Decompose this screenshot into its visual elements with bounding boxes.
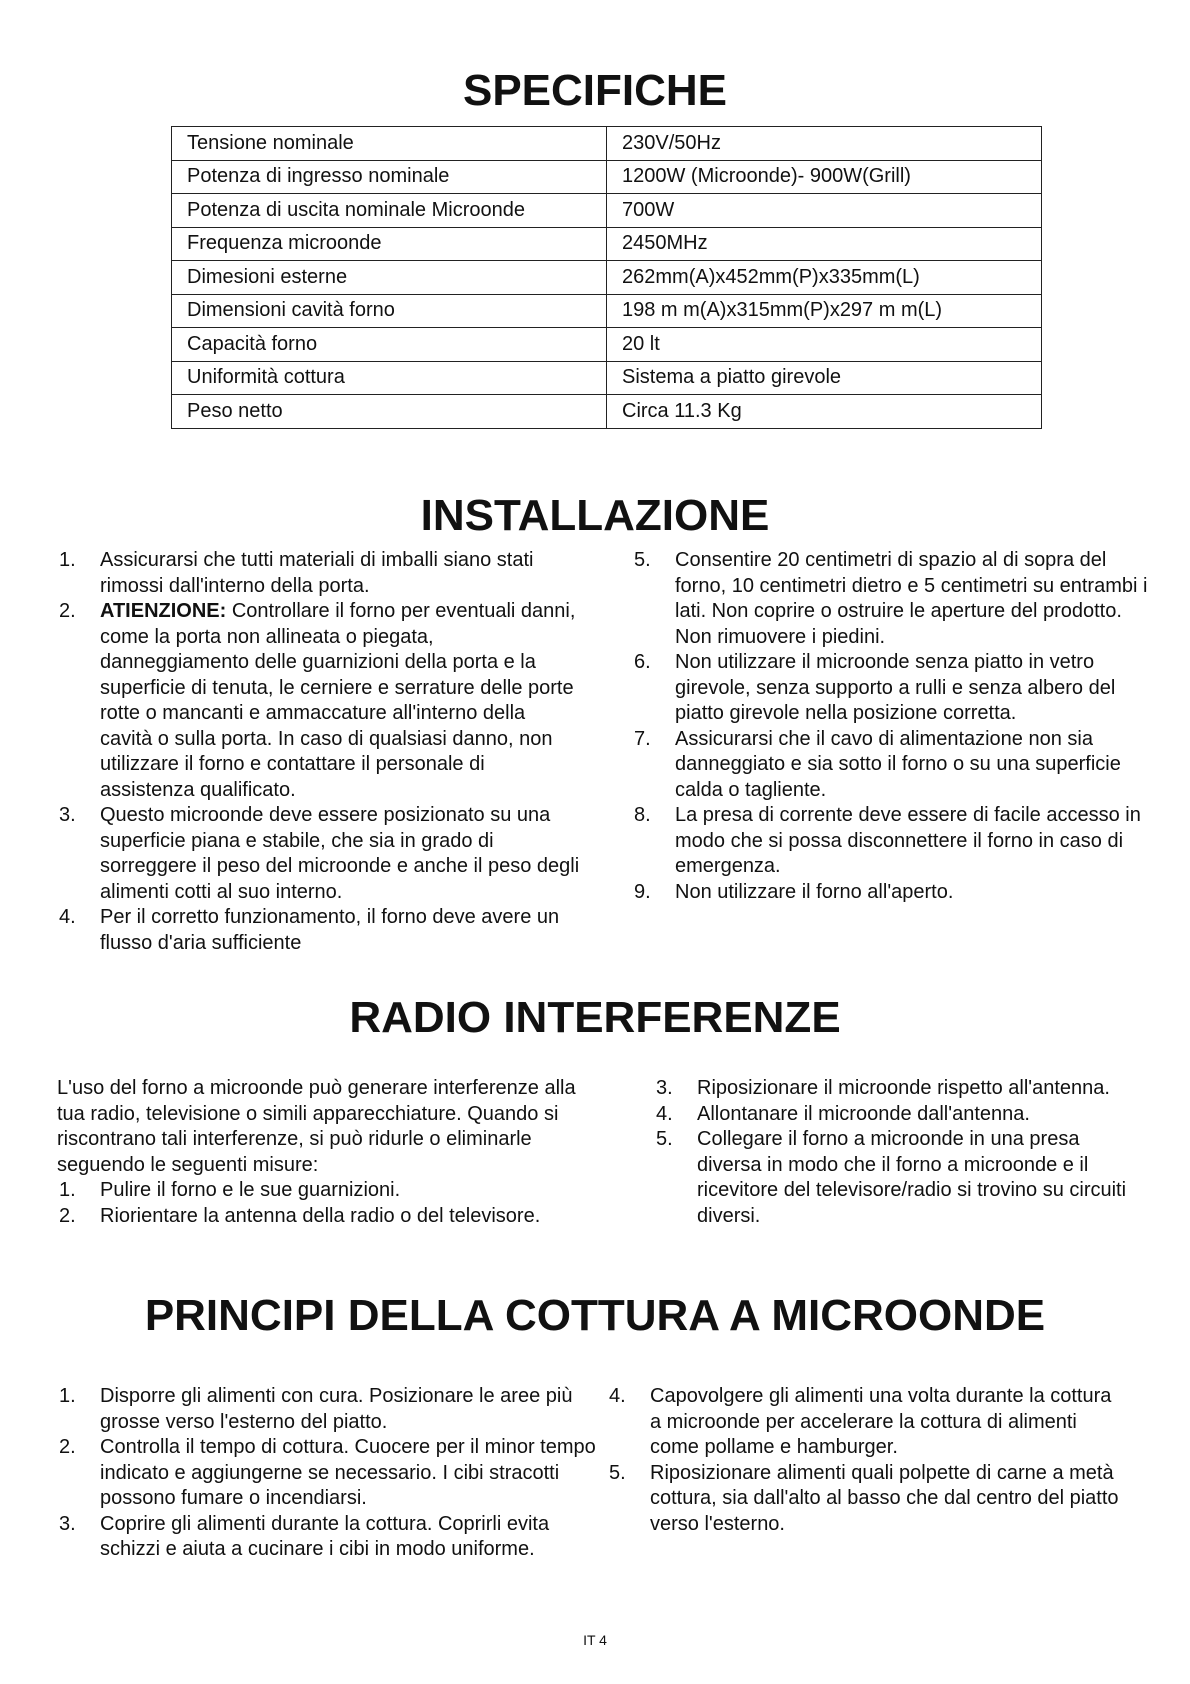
item-text: Non utilizzare il microonde senza piatto in vetro girevole, senza supporto a rulli e senza albero del piatto girevole nella posizione corretta. [675, 651, 1116, 724]
page-number: IT 4 [583, 1632, 607, 1648]
item-text: La presa di corrente deve essere di facile accesso in modo che si possa disconnettere il forno in caso di emergenza. [675, 804, 1141, 877]
spec-label: Uniformità cottura [172, 361, 607, 395]
radio-intro: L'uso del forno a microonde può generare interferenze alla tua radio, televisione o simili apparecchiature. Quando si riscontrano tali interferenze, si può ridurle o eliminarle seguendo le seguenti misure: [57, 1077, 576, 1176]
table-row [172, 160, 1042, 194]
item-text: Collegare il forno a microonde in una presa diversa in modo che il forno a microonde e il ricevitore del televisore/radio si trovino su circuiti diversi. [697, 1128, 1127, 1227]
item-number: 4. [609, 1385, 626, 1407]
radio-right-list [654, 1076, 1144, 1229]
item-number: 3. [59, 804, 76, 826]
list-item [654, 1102, 1144, 1128]
installazione-title: INSTALLAZIONE [420, 491, 770, 540]
spec-label: Potenza di ingresso nominale [172, 160, 607, 194]
table-row [172, 395, 1042, 429]
item-number: 5. [609, 1461, 626, 1484]
item-text: Pulire il forno e le sue guarnizioni. [100, 1179, 401, 1201]
item-text: Coprire gli alimenti durante la cottura. Coprirli evita schizzi e aiuta a cucinare i cibi in modo uniforme. [100, 1512, 550, 1560]
list-item [57, 803, 582, 905]
item-number: 5. [656, 1128, 673, 1150]
item-text: Per il corretto funzionamento, il forno deve avere un flusso d'aria sufficiente [100, 906, 560, 954]
list-item [57, 548, 582, 599]
list-item [654, 1127, 1144, 1229]
list-item [57, 1512, 597, 1563]
spec-value: Sistema a piatto girevole [607, 361, 1042, 395]
list-item [57, 905, 582, 956]
specifiche-title: SPECIFICHE [462, 66, 728, 115]
item-number: 1. [59, 549, 76, 571]
item-number: 2. [59, 1204, 76, 1227]
item-text: Allontanare il microonde dall'antenna. [697, 1102, 1030, 1125]
item-text: Non utilizzare il forno all'aperto. [675, 880, 954, 903]
list-item [632, 803, 1152, 880]
spec-label: Dimensioni cavità forno [172, 294, 607, 328]
item-text: Controllare il forno per eventuali danni, come la porta non allineata o piegata, danneggiamento delle guarnizioni della porta e la superficie di tenuta, le cerniere e serrature delle porte rotte o mancanti e ammaccature all'interno della cavità o sulla porta. In caso di qualsiasi danno, non utilizzare il forno e contattare il personale di assistenza qualificato. [100, 600, 576, 801]
spec-label: Dimesioni esterne [172, 261, 607, 295]
installazione-right-list [632, 548, 1152, 905]
table-row [172, 227, 1042, 261]
item-text: Disporre gli alimenti con cura. Posizionare le aree più grosse verso l'esterno del piatto. [100, 1385, 573, 1433]
item-number: 2. [59, 1436, 76, 1458]
spec-value: 198 m m(A)x315mm(P)x297 m m(L) [607, 294, 1042, 328]
item-number: 7. [634, 727, 651, 750]
item-number: 8. [634, 804, 651, 826]
item-number: 2. [59, 600, 76, 622]
radio-left-column [57, 1076, 602, 1229]
table-row [172, 328, 1042, 362]
spec-table [171, 126, 1042, 429]
spec-value: 230V/50Hz [607, 127, 1042, 161]
list-item [57, 1435, 597, 1512]
item-number: 5. [634, 549, 651, 571]
spec-label: Tensione nominale [172, 127, 607, 161]
list-item [632, 880, 1152, 906]
list-item [57, 599, 582, 803]
item-text: Questo microonde deve essere posizionato su una superficie piana e stabile, che sia in grado di sorreggere il peso del microonde e anche il peso degli alimenti cotti al suo interno. [100, 804, 580, 903]
item-number: 4. [59, 906, 76, 928]
radio-title: RADIO INTERFERENZE [349, 993, 841, 1042]
item-text: Riposizionare alimenti quali polpette di carne a metà cottura, sia dall'alto al basso che dal centro del piatto verso l'esterno. [650, 1461, 1119, 1535]
item-number: 9. [634, 880, 651, 903]
spec-label: Potenza di uscita nominale Microonde [172, 194, 607, 228]
item-text: Assicurarsi che il cavo di alimentazione non sia danneggiato e sia sotto il forno o su una superficie calda o tagliente. [675, 727, 1121, 801]
table-row [172, 127, 1042, 161]
list-item [632, 650, 1152, 727]
spec-label: Peso netto [172, 395, 607, 429]
spec-value: 1200W (Microonde)- 900W(Grill) [607, 160, 1042, 194]
list-item [57, 1178, 602, 1204]
item-number: 6. [634, 651, 651, 673]
spec-value: 20 lt [607, 328, 1042, 362]
list-item [632, 727, 1152, 804]
list-item [57, 1384, 597, 1435]
principi-title: PRINCIPI DELLA COTTURA A MICROONDE [144, 1291, 1046, 1340]
spec-value: 262mm(A)x452mm(P)x335mm(L) [607, 261, 1042, 295]
list-item [632, 548, 1152, 650]
item-text: Controlla il tempo di cottura. Cuocere per il minor tempo indicato e aggiungerne se necessario. I cibi stracotti possono fumare o incendiarsi. [100, 1436, 596, 1509]
list-item [654, 1076, 1144, 1102]
spec-label: Capacità forno [172, 328, 607, 362]
list-item [607, 1384, 1127, 1461]
item-number: 3. [656, 1077, 673, 1099]
item-text: Riposizionare il microonde rispetto all'antenna. [697, 1077, 1110, 1099]
list-item [57, 1204, 602, 1230]
item-text: Riorientare la antenna della radio o del televisore. [100, 1204, 541, 1227]
table-row [172, 361, 1042, 395]
principi-left-list [57, 1384, 597, 1563]
spec-label: Frequenza microonde [172, 227, 607, 261]
item-number: 4. [656, 1102, 673, 1125]
warning-label: ATIENZIONE: [100, 600, 227, 622]
item-text: Consentire 20 centimetri di spazio al di sopra del forno, 10 centimetri dietro e 5 centimetri su entrambi i lati. Non coprire o ostruire le aperture del prodotto. Non rimuovere i piedini. [675, 549, 1148, 648]
item-number: 1. [59, 1179, 76, 1201]
list-item [607, 1461, 1127, 1538]
spec-value: 2450MHz [607, 227, 1042, 261]
installazione-left-list [57, 548, 582, 956]
spec-value: 700W [607, 194, 1042, 228]
item-number: 1. [59, 1385, 76, 1407]
spec-value: Circa 11.3 Kg [607, 395, 1042, 429]
item-number: 3. [59, 1512, 76, 1535]
item-text: Capovolgere gli alimenti una volta durante la cottura a microonde per accelerare la cottura di alimenti come pollame e hamburger. [650, 1385, 1112, 1458]
table-row [172, 294, 1042, 328]
principi-right-list [607, 1384, 1127, 1537]
table-row [172, 194, 1042, 228]
table-row [172, 261, 1042, 295]
item-text: Assicurarsi che tutti materiali di imballi siano stati rimossi dall'interno della porta. [100, 549, 534, 597]
